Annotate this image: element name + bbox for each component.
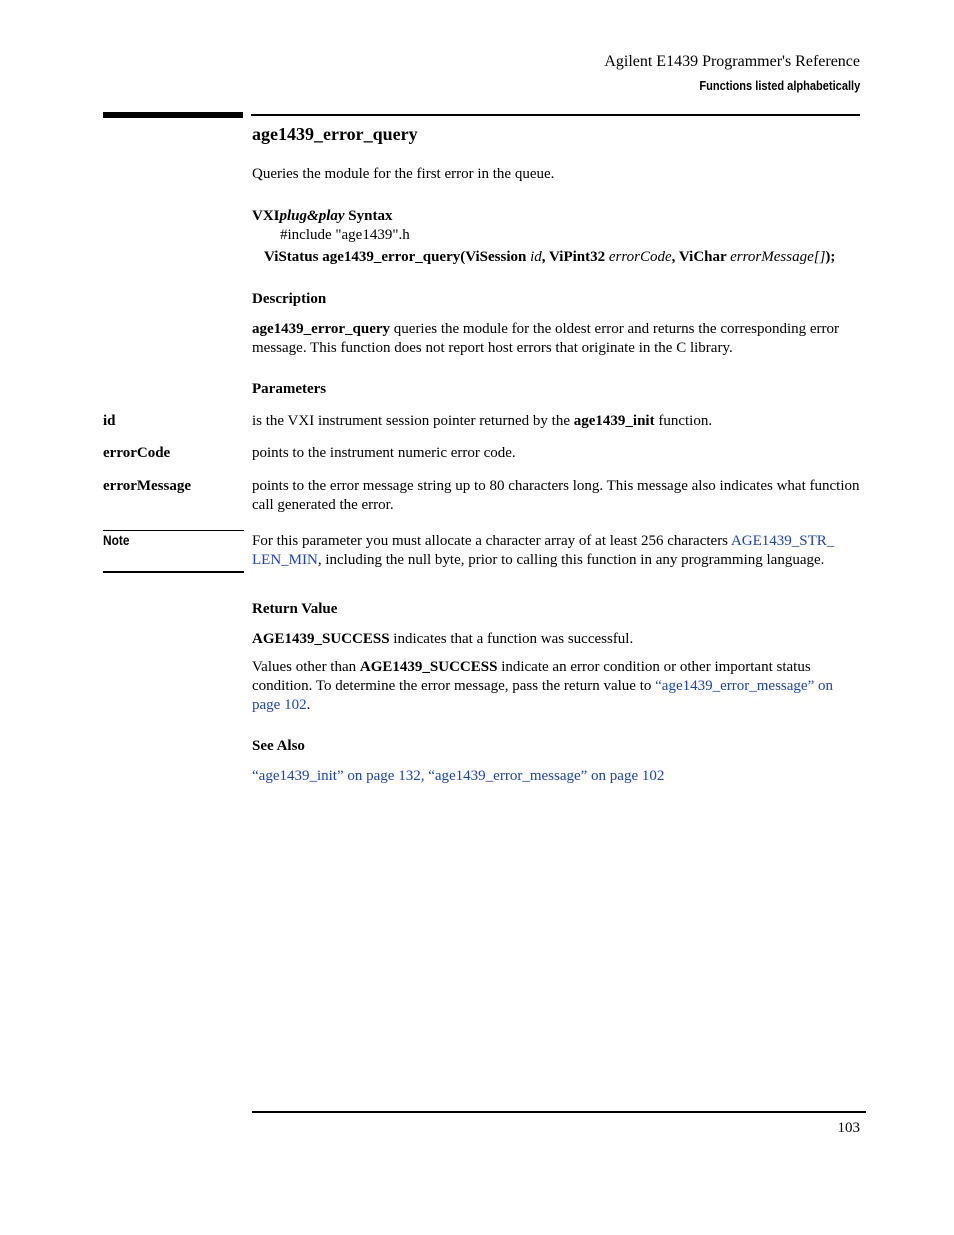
- section-subtitle: Functions listed alphabetically: [699, 78, 860, 93]
- margin-rule: [103, 112, 243, 118]
- syntax-heading-italic: plug&play: [279, 208, 345, 224]
- description-function-name: age1439_error_query: [252, 321, 391, 337]
- note-rule-bottom: [103, 571, 244, 573]
- prototype-part1: ViStatus age1439_error_query(ViSession: [264, 249, 531, 265]
- function-prototype: [264, 248, 835, 267]
- param-name-errormessage: errorMessage: [103, 478, 192, 494]
- description-text: [252, 320, 860, 358]
- note-text: [252, 532, 860, 570]
- note-link-str-len-min[interactable]: AGE1439_STR_ LEN_MIN: [252, 533, 835, 568]
- prototype-arg-errormessage: errorMessage[]: [730, 249, 826, 265]
- prototype-arg-errorcode: errorCode: [608, 249, 672, 265]
- description-body: queries the module for the oldest error and returns the corresponding error message. This function does not report host errors that originate in the C library.: [252, 321, 840, 356]
- note-label: Note: [103, 532, 130, 548]
- footer-rule: [252, 1111, 866, 1113]
- return-success-code: AGE1439_SUCCESS: [252, 631, 390, 647]
- prototype-end: );: [825, 249, 836, 265]
- return-value-other: [252, 658, 860, 715]
- function-summary: Queries the module for the first error in the queue.: [252, 166, 555, 182]
- function-heading: age1439_error_query: [252, 124, 418, 144]
- return-error-message-link[interactable]: “age1439_error_message” on page 102: [252, 678, 833, 713]
- document-title: Agilent E1439 Programmer's Reference: [604, 53, 860, 70]
- syntax-heading-suffix: Syntax: [344, 208, 393, 224]
- param-desc-id-bold: age1439_init: [573, 413, 655, 429]
- param-name-id: id: [103, 413, 116, 429]
- see-also-heading: See Also: [252, 738, 305, 754]
- syntax-heading: [252, 207, 860, 226]
- description-heading: Description: [252, 291, 327, 307]
- see-also-separator: ,: [420, 768, 429, 784]
- param-desc-id-post: function.: [654, 413, 713, 429]
- return-other-code: AGE1439_SUCCESS: [359, 659, 498, 675]
- syntax-heading-prefix: VXI: [252, 208, 280, 224]
- include-line: #include "age1439".h: [280, 227, 410, 243]
- param-desc-id-pre: is the VXI instrument session pointer returned by the: [252, 413, 574, 429]
- see-also-error-message-link[interactable]: “age1439_error_message” on page 102: [428, 768, 665, 784]
- prototype-part2: , ViPint32: [541, 249, 609, 265]
- see-also-init-link[interactable]: “age1439_init” on page 132: [252, 768, 421, 784]
- parameters-heading: Parameters: [252, 381, 327, 397]
- return-value-success: [252, 630, 860, 649]
- param-desc-errorcode: points to the instrument numeric error code.: [252, 445, 516, 461]
- return-value-heading: Return Value: [252, 601, 338, 617]
- return-other-pre: Values other than: [252, 659, 360, 675]
- return-other-text: indicate an error condition or other important status condition. To determine the error message, pass the return value to: [252, 659, 811, 694]
- prototype-arg-id: id: [530, 249, 542, 265]
- prototype-part3: , ViChar: [671, 249, 731, 265]
- param-desc-errormessage: points to the error message string up to 80 characters long. This message also indicates what function call generated the error.: [252, 478, 860, 513]
- return-success-text: indicates that a function was successful.: [389, 631, 634, 647]
- note-text-post: , including the null byte, prior to calling this function in any programming language.: [317, 552, 825, 568]
- param-desc-id: [252, 412, 860, 431]
- page-number: 103: [837, 1120, 860, 1136]
- top-rule: [251, 114, 860, 116]
- param-name-errorcode: errorCode: [103, 445, 171, 461]
- note-text-pre: For this parameter you must allocate a character array of at least 256 characters: [252, 533, 731, 549]
- see-also-links: [252, 767, 860, 786]
- return-other-end: .: [306, 697, 311, 713]
